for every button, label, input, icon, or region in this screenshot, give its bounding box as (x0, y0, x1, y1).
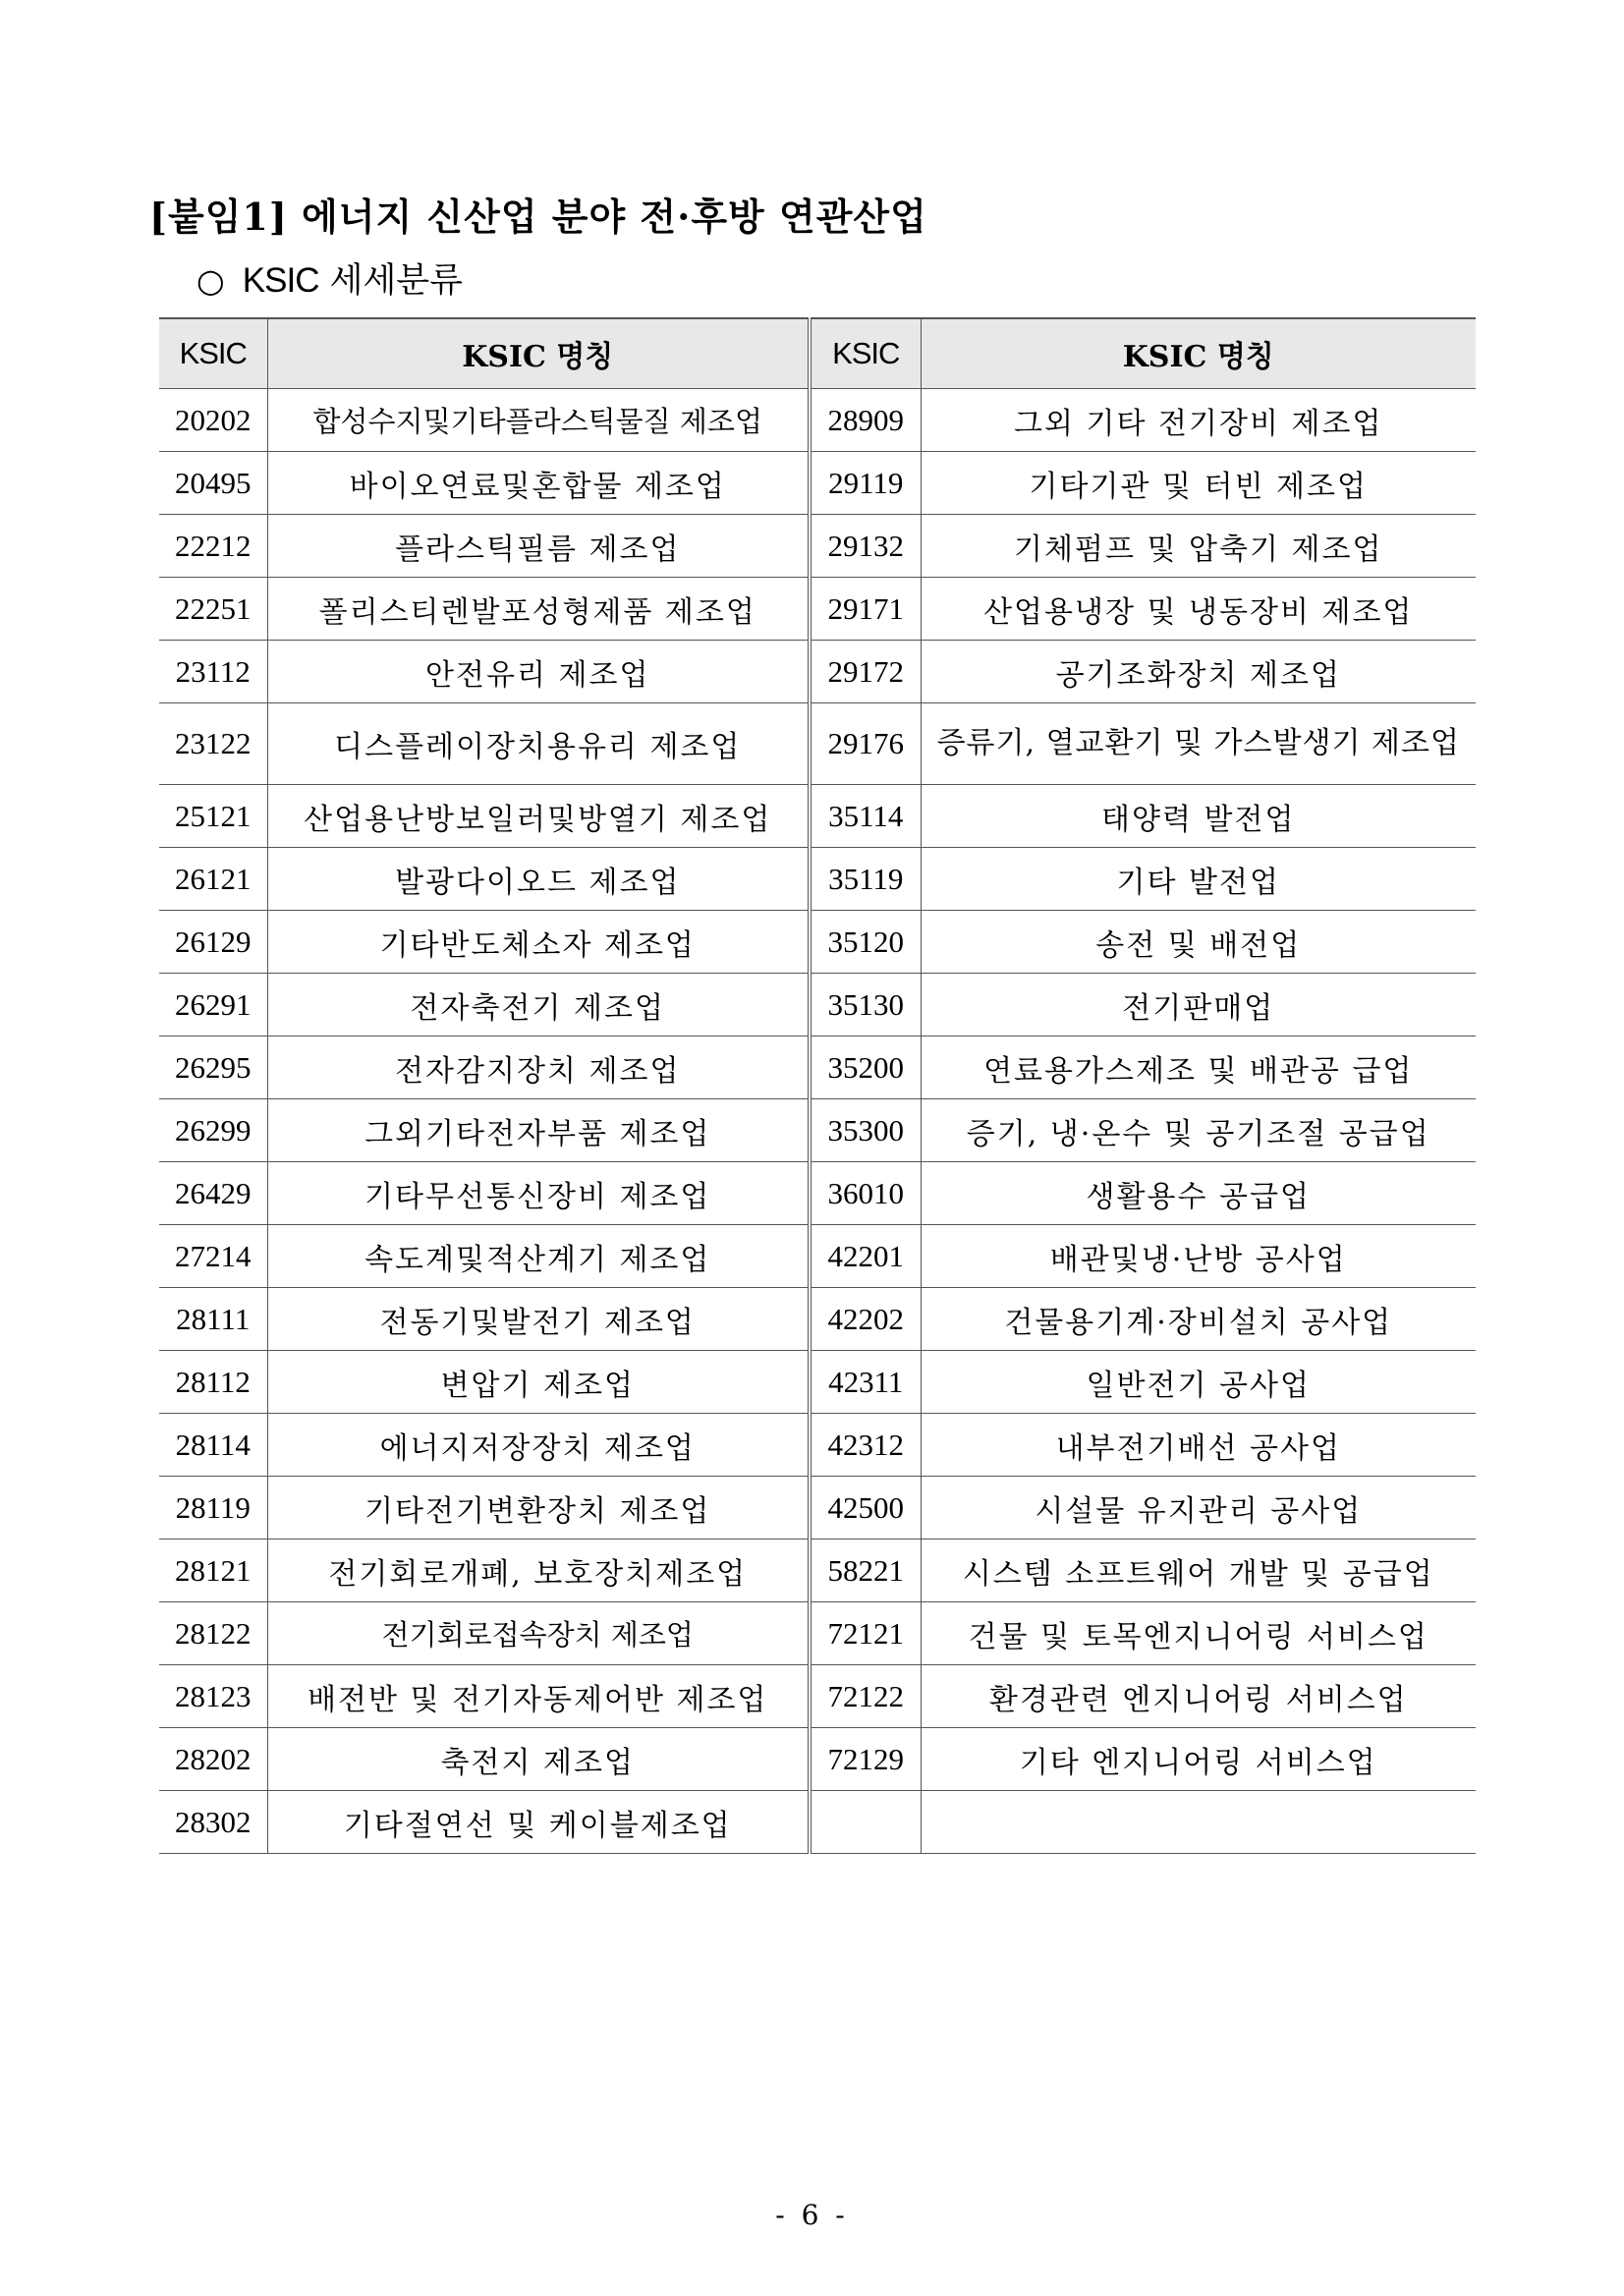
table-row (159, 703, 1476, 785)
ksic-code-right-cell (810, 1791, 921, 1854)
ksic-code-right-cell: 29132 (810, 515, 921, 578)
ksic-code-left-cell: 26429 (159, 1162, 267, 1225)
ksic-code-right-cell: 35300 (810, 1099, 921, 1162)
ksic-name-right-cell: 생활용수 공급업 (921, 1162, 1476, 1225)
ksic-code-right-cell: 42312 (810, 1414, 921, 1477)
ksic-code-right-cell: 35114 (810, 785, 921, 848)
ksic-name-left-cell: 전기회로접속장치 제조업 (267, 1602, 810, 1665)
ksic-name-right-cell: 증류기, 열교환기 및 가스발생기 제조업 (921, 703, 1476, 785)
ksic-name-left-cell: 기타절연선 및 케이블제조업 (267, 1791, 810, 1854)
table-row (159, 1602, 1476, 1665)
ksic-code-left-cell: 28302 (159, 1791, 267, 1854)
ksic-name-left-cell: 배전반 및 전기자동제어반 제조업 (267, 1665, 810, 1728)
page-number: - 6 - (775, 2199, 849, 2231)
ksic-name-right-cell: 기타 발전업 (921, 848, 1476, 911)
ksic-classification-table (159, 317, 1476, 1854)
ksic-code-right-cell: 29171 (810, 578, 921, 641)
ksic-code-left-cell: 25121 (159, 785, 267, 848)
ksic-name-left-cell: 합성수지및기타플라스틱물질 제조업 (267, 389, 810, 452)
subtitle-ksic-label: KSIC (242, 261, 319, 300)
ksic-code-left-cell: 20202 (159, 389, 267, 452)
ksic-code-right-cell: 42311 (810, 1351, 921, 1414)
ksic-name-left-cell: 전동기및발전기 제조업 (267, 1288, 810, 1351)
ksic-name-right-cell (921, 1791, 1476, 1854)
ksic-name-right-cell: 일반전기 공사업 (921, 1351, 1476, 1414)
ksic-name-right-cell: 환경관련 엔지니어링 서비스업 (921, 1665, 1476, 1728)
ksic-name-left-cell: 안전유리 제조업 (267, 641, 810, 703)
ksic-name-right-cell: 시스템 소프트웨어 개발 및 공급업 (921, 1540, 1476, 1602)
table-row (159, 1791, 1476, 1854)
ksic-name-left-cell: 전자감지장치 제조업 (267, 1036, 810, 1099)
ksic-name-right-cell: 태양력 발전업 (921, 785, 1476, 848)
table-row (159, 1665, 1476, 1728)
ksic-code-left-cell: 20495 (159, 452, 267, 515)
table-row (159, 389, 1476, 452)
table-row (159, 1225, 1476, 1288)
ksic-name-right-cell: 건물 및 토목엔지니어링 서비스업 (921, 1602, 1476, 1665)
ksic-name-left-cell: 에너지저장장치 제조업 (267, 1414, 810, 1477)
ksic-code-left-cell: 28121 (159, 1540, 267, 1602)
ksic-name-left-cell: 플라스틱필름 제조업 (267, 515, 810, 578)
ksic-name-right-cell: 기타기관 및 터빈 제조업 (921, 452, 1476, 515)
header-ksic-name-left: KSIC 명칭 (267, 318, 810, 389)
table-row (159, 1728, 1476, 1791)
ksic-code-left-cell: 28111 (159, 1288, 267, 1351)
header-ksic-code-right: KSIC (810, 318, 921, 389)
ksic-name-left-cell: 기타전기변환장치 제조업 (267, 1477, 810, 1540)
ksic-code-left-cell: 26291 (159, 974, 267, 1036)
header-ksic-code-left: KSIC (159, 318, 267, 389)
table-row (159, 848, 1476, 911)
ksic-name-left-cell: 발광다이오드 제조업 (267, 848, 810, 911)
ksic-code-right-cell: 29172 (810, 641, 921, 703)
table-row (159, 578, 1476, 641)
table-row (159, 974, 1476, 1036)
ksic-name-right-cell: 내부전기배선 공사업 (921, 1414, 1476, 1477)
ksic-code-right-cell: 28909 (810, 389, 921, 452)
ksic-code-right-cell: 72129 (810, 1728, 921, 1791)
ksic-code-right-cell: 42201 (810, 1225, 921, 1288)
ksic-code-right-cell: 29176 (810, 703, 921, 785)
ksic-name-right-cell: 배관및냉·난방 공사업 (921, 1225, 1476, 1288)
ksic-name-right-cell: 증기, 냉·온수 및 공기조절 공급업 (921, 1099, 1476, 1162)
ksic-code-left-cell: 23112 (159, 641, 267, 703)
ksic-code-left-cell: 28123 (159, 1665, 267, 1728)
table-row (159, 785, 1476, 848)
ksic-code-left-cell: 28119 (159, 1477, 267, 1540)
ksic-code-left-cell: 26121 (159, 848, 267, 911)
ksic-name-right-cell: 기체펌프 및 압축기 제조업 (921, 515, 1476, 578)
ksic-code-left-cell: 23122 (159, 703, 267, 785)
ksic-code-right-cell: 35119 (810, 848, 921, 911)
table-row (159, 1099, 1476, 1162)
ksic-code-left-cell: 22251 (159, 578, 267, 641)
table-row (159, 641, 1476, 703)
ksic-name-left-cell: 변압기 제조업 (267, 1351, 810, 1414)
ksic-name-left-cell: 폴리스티렌발포성형제품 제조업 (267, 578, 810, 641)
table-body (159, 389, 1476, 1854)
ksic-code-left-cell: 28114 (159, 1414, 267, 1477)
table-row (159, 1414, 1476, 1477)
circle-bullet-icon: ○ (196, 261, 225, 300)
ksic-name-right-cell: 공기조화장치 제조업 (921, 641, 1476, 703)
ksic-name-left-cell: 기타무선통신장비 제조업 (267, 1162, 810, 1225)
ksic-name-right-cell: 건물용기계·장비설치 공사업 (921, 1288, 1476, 1351)
subtitle-classification-label: 세세분류 (329, 261, 463, 301)
ksic-name-left-cell: 그외기타전자부품 제조업 (267, 1099, 810, 1162)
ksic-name-right-cell: 전기판매업 (921, 974, 1476, 1036)
table-row (159, 1477, 1476, 1540)
ksic-name-right-cell: 시설물 유지관리 공사업 (921, 1477, 1476, 1540)
ksic-code-right-cell: 36010 (810, 1162, 921, 1225)
ksic-name-right-cell: 기타 엔지니어링 서비스업 (921, 1728, 1476, 1791)
ksic-code-left-cell: 28122 (159, 1602, 267, 1665)
ksic-name-right-cell: 송전 및 배전업 (921, 911, 1476, 974)
ksic-code-right-cell: 35120 (810, 911, 921, 974)
header-ksic-name-right: KSIC 명칭 (921, 318, 1476, 389)
ksic-code-left-cell: 26295 (159, 1036, 267, 1099)
ksic-name-left-cell: 속도계및적산계기 제조업 (267, 1225, 810, 1288)
table-row (159, 1162, 1476, 1225)
table-header-row (159, 318, 1476, 389)
table-row (159, 1036, 1476, 1099)
page-title: [붙임1] 에너지 신산업 분야 전·후방 연관산업 (149, 195, 927, 239)
ksic-name-right-cell: 산업용냉장 및 냉동장비 제조업 (921, 578, 1476, 641)
ksic-name-left-cell: 전기회로개폐, 보호장치제조업 (267, 1540, 810, 1602)
ksic-name-left-cell: 전자축전기 제조업 (267, 974, 810, 1036)
table-row (159, 1288, 1476, 1351)
ksic-code-right-cell: 72121 (810, 1602, 921, 1665)
table-row (159, 515, 1476, 578)
ksic-code-left-cell: 28112 (159, 1351, 267, 1414)
ksic-code-left-cell: 26299 (159, 1099, 267, 1162)
ksic-name-left-cell: 바이오연료및혼합물 제조업 (267, 452, 810, 515)
ksic-code-left-cell: 26129 (159, 911, 267, 974)
ksic-code-right-cell: 72122 (810, 1665, 921, 1728)
ksic-code-right-cell: 35130 (810, 974, 921, 1036)
ksic-code-right-cell: 35200 (810, 1036, 921, 1099)
ksic-code-right-cell: 42500 (810, 1477, 921, 1540)
ksic-code-right-cell: 58221 (810, 1540, 921, 1602)
ksic-name-left-cell: 산업용난방보일러및방열기 제조업 (267, 785, 810, 848)
section-subtitle (196, 253, 463, 303)
ksic-code-right-cell: 42202 (810, 1288, 921, 1351)
ksic-name-right-cell: 그외 기타 전기장비 제조업 (921, 389, 1476, 452)
table-row (159, 911, 1476, 974)
ksic-code-left-cell: 27214 (159, 1225, 267, 1288)
ksic-name-right-cell: 연료용가스제조 및 배관공 급업 (921, 1036, 1476, 1099)
ksic-name-left-cell: 기타반도체소자 제조업 (267, 911, 810, 974)
table-row (159, 452, 1476, 515)
ksic-code-left-cell: 28202 (159, 1728, 267, 1791)
ksic-name-left-cell: 축전지 제조업 (267, 1728, 810, 1791)
ksic-name-left-cell: 디스플레이장치용유리 제조업 (267, 703, 810, 785)
ksic-code-right-cell: 29119 (810, 452, 921, 515)
table-row (159, 1351, 1476, 1414)
ksic-code-left-cell: 22212 (159, 515, 267, 578)
table-row (159, 1540, 1476, 1602)
